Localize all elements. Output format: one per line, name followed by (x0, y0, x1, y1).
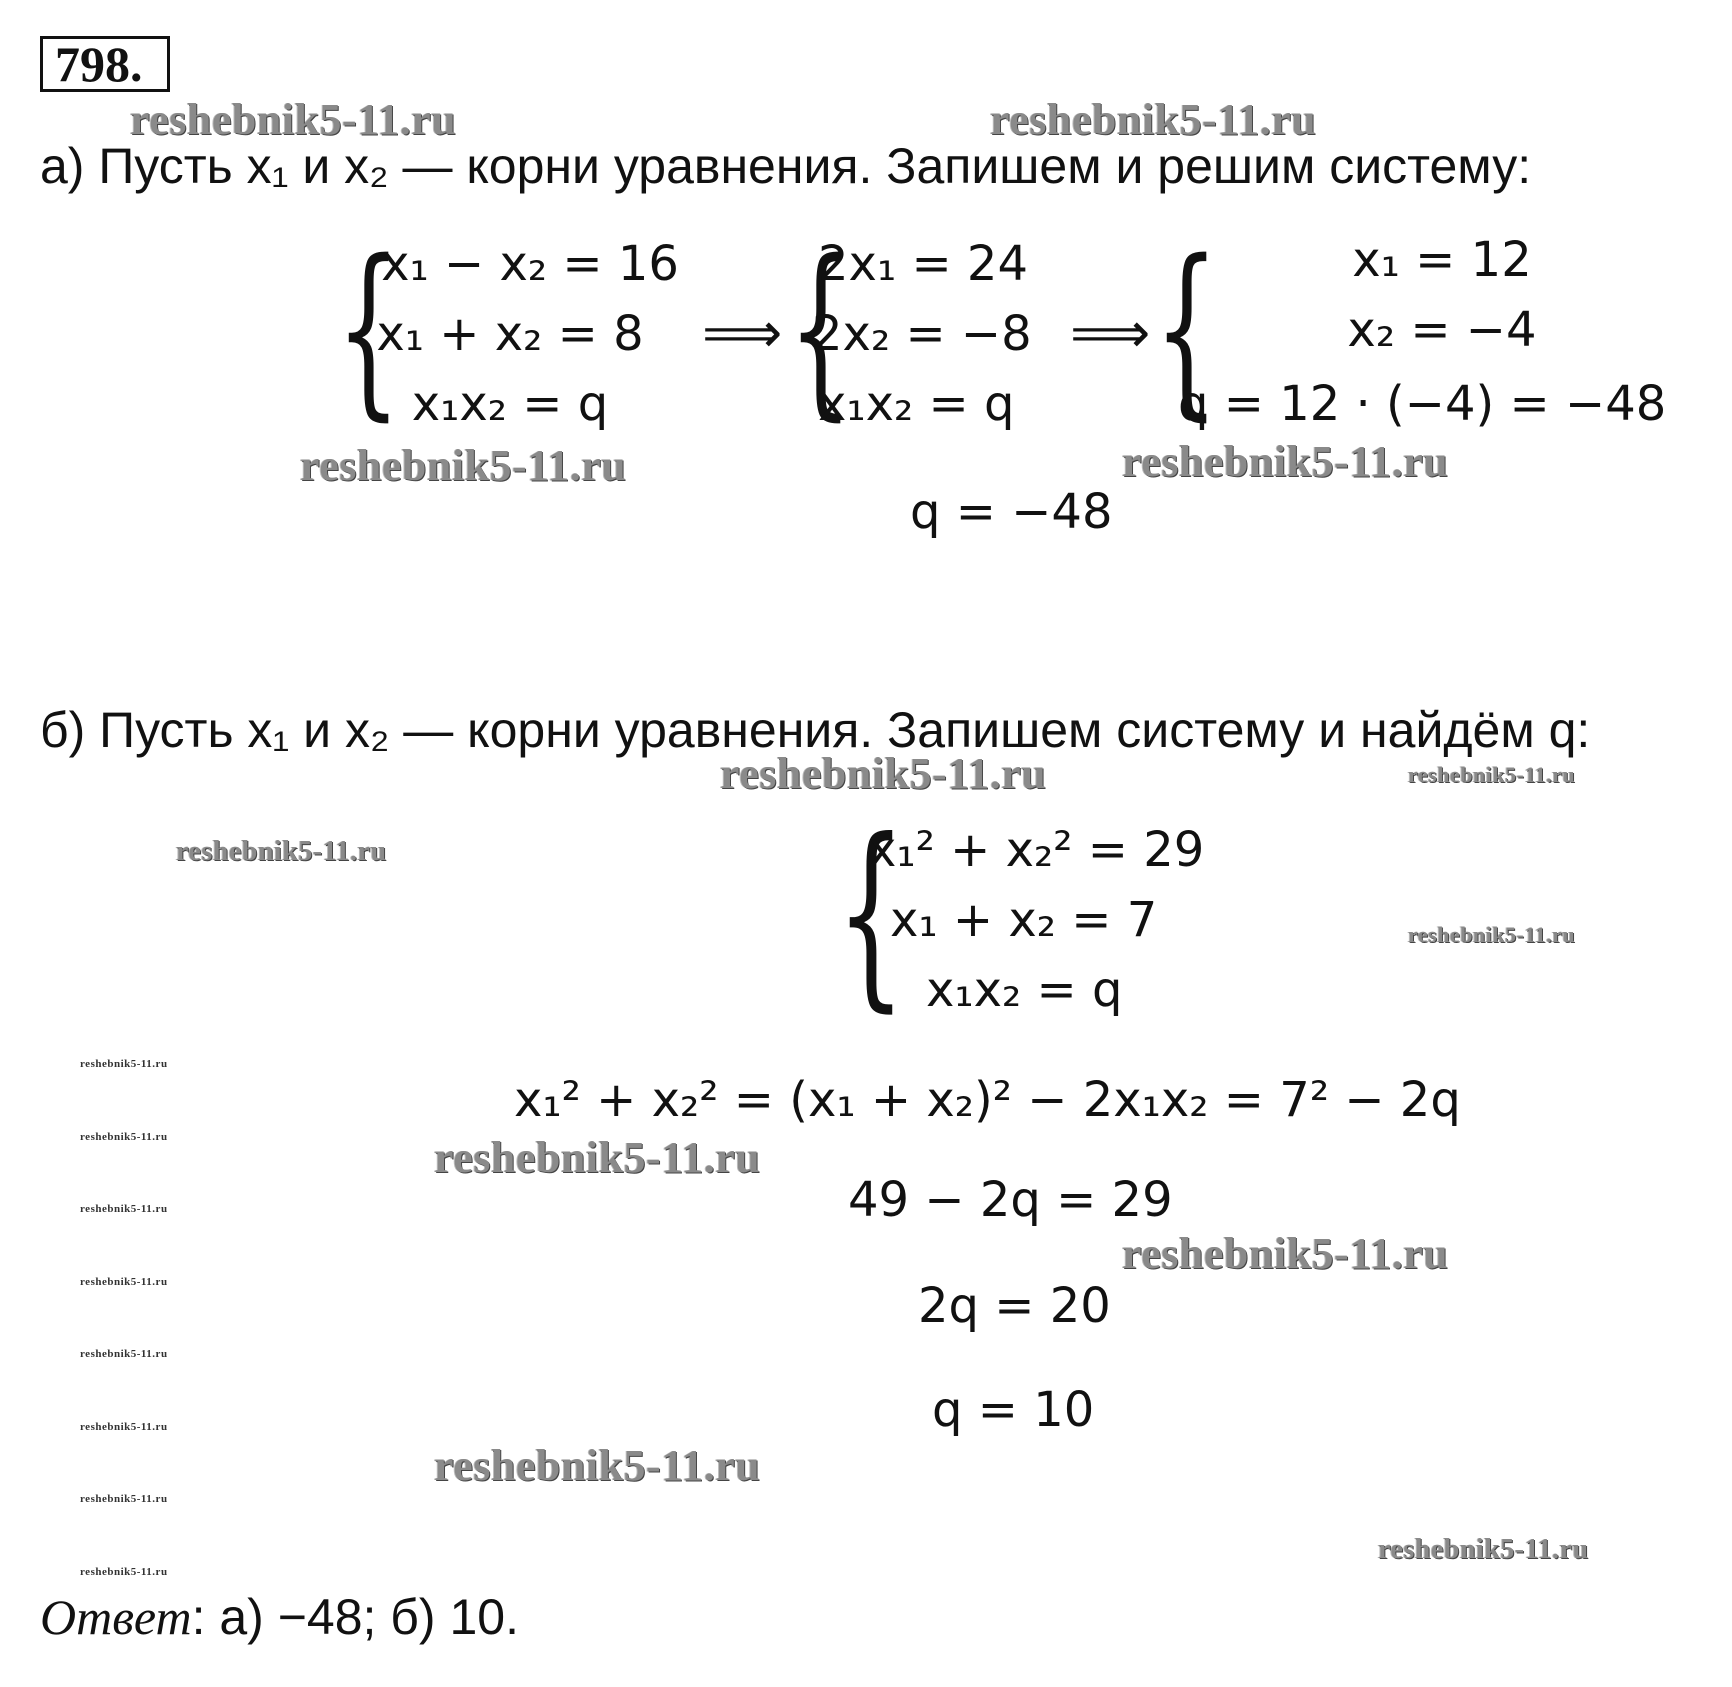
watermark: reshebnik5-11.ru (434, 1441, 761, 1490)
watermark: reshebnik5-11.ru (80, 1348, 168, 1360)
watermark: reshebnik5-11.ru (80, 1058, 168, 1070)
answer-line (40, 1588, 519, 1646)
watermark: reshebnik5-11.ru (1122, 437, 1449, 486)
watermark: reshebnik5-11.ru (1408, 922, 1576, 947)
system-a3-eq2: x₂ = −4 (1347, 302, 1537, 358)
system-b-eq3: x₁x₂ = q (926, 962, 1123, 1018)
watermark: reshebnik5-11.ru (130, 95, 457, 144)
system-a2-eq3: x₁x₂ = q (818, 376, 1015, 432)
brace-system-b: { (836, 797, 906, 1030)
part-a-result: q = −48 (910, 484, 1113, 540)
brace-system-a1: { (336, 220, 402, 437)
watermark: reshebnik5-11.ru (990, 95, 1317, 144)
system-b-eq2: x₁ + x₂ = 7 (890, 892, 1158, 948)
watermark: reshebnik5-11.ru (1378, 1534, 1589, 1565)
answer-label: Ответ (40, 1589, 192, 1645)
system-a2-eq1: 2x₁ = 24 (818, 236, 1028, 292)
part-b-step-1: x₁² + x₂² = (x₁ + x₂)² − 2x₁x₂ = 7² − 2q (514, 1072, 1461, 1128)
part-b-step-4: q = 10 (932, 1382, 1095, 1438)
system-a3-eq3: q = 12 · (−4) = −48 (1178, 376, 1667, 432)
watermark: reshebnik5-11.ru (80, 1493, 168, 1505)
watermark: reshebnik5-11.ru (80, 1276, 168, 1288)
part-b-intro: б) Пусть x₁ и x₂ — корни уравнения. Запишем систему и найдём q: (40, 702, 1591, 758)
brace-system-a2: { (788, 220, 854, 437)
watermark: reshebnik5-11.ru (1122, 1229, 1449, 1278)
system-a1-eq2: x₁ + x₂ = 8 (376, 306, 644, 362)
brace-system-a3: { (1154, 220, 1220, 437)
system-a2-eq2: 2x₂ = −8 (812, 306, 1032, 362)
system-a3-eq1: x₁ = 12 (1352, 232, 1532, 288)
answer-text: : а) −48; б) 10. (191, 1589, 519, 1645)
watermark: reshebnik5-11.ru (176, 836, 387, 867)
part-b-step-2: 49 − 2q = 29 (848, 1172, 1173, 1228)
watermark: reshebnik5-11.ru (1408, 762, 1576, 787)
watermark: reshebnik5-11.ru (80, 1566, 168, 1578)
implies-arrow: ⟹ (702, 301, 783, 366)
system-a1-eq3: x₁x₂ = q (411, 376, 609, 432)
watermark: reshebnik5-11.ru (720, 749, 1047, 798)
system-b-eq1: x₁² + x₂² = 29 (868, 822, 1205, 878)
implies-arrow: ⟹ (1070, 301, 1151, 366)
watermark: reshebnik5-11.ru (80, 1131, 168, 1143)
system-a1-eq1: x₁ − x₂ = 16 (381, 236, 679, 292)
watermark: reshebnik5-11.ru (434, 1133, 761, 1182)
watermark: reshebnik5-11.ru (80, 1203, 168, 1215)
problem-number: 798. (40, 36, 170, 92)
watermark: reshebnik5-11.ru (80, 1421, 168, 1433)
part-b-step-3: 2q = 20 (918, 1278, 1111, 1334)
watermark: reshebnik5-11.ru (300, 441, 627, 490)
part-a-intro: а) Пусть x₁ и x₂ — корни уравнения. Запишем и решим систему: (40, 138, 1532, 194)
